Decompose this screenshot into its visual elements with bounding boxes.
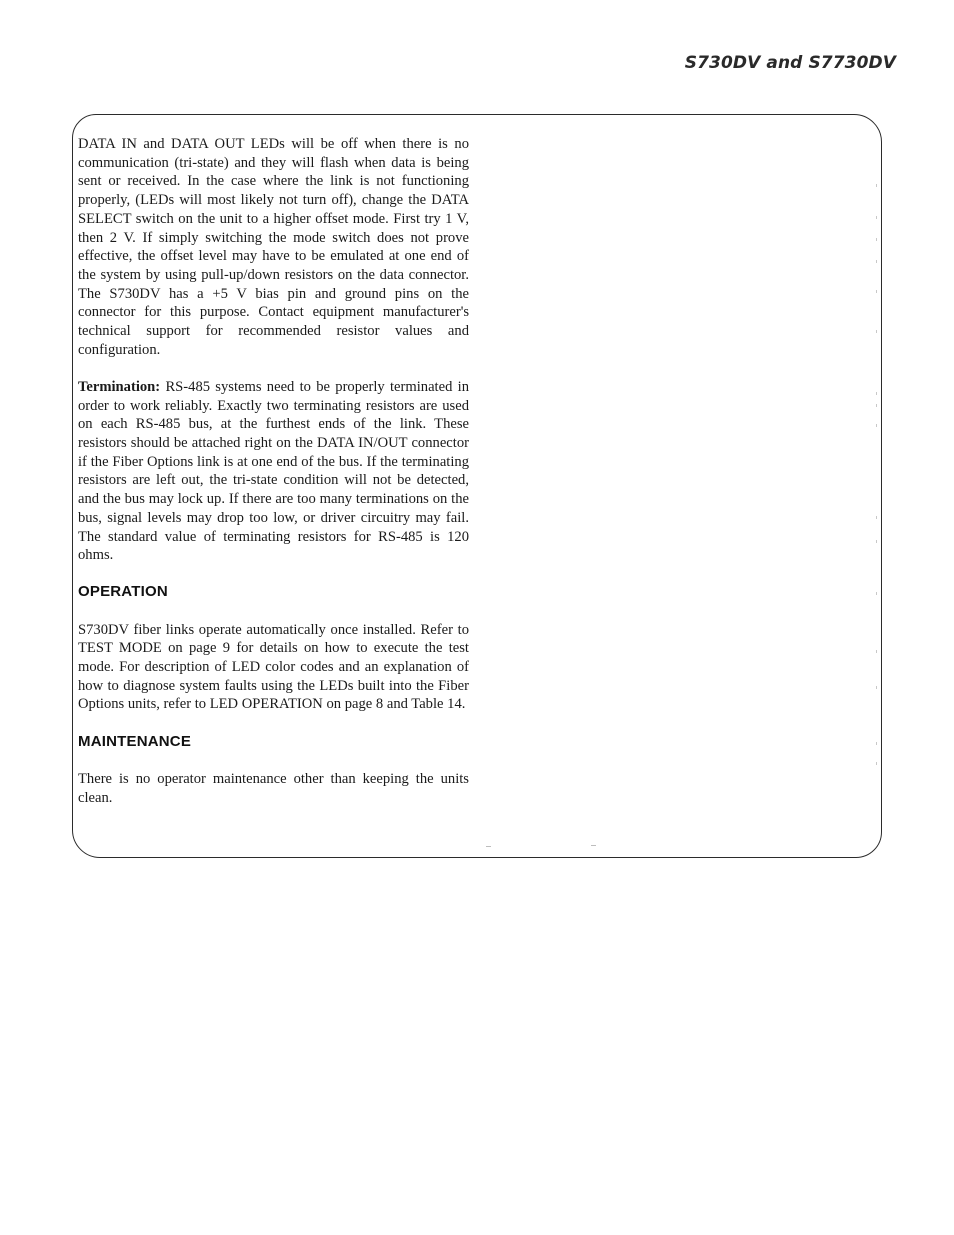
scan-speck [876, 742, 877, 745]
scan-speck [876, 686, 877, 689]
page-header-title: S730DV and S7730DV [684, 53, 896, 73]
operation-heading: OPERATION [78, 583, 168, 601]
maintenance-heading: MAINTENANCE [78, 732, 192, 750]
scan-speck [876, 392, 877, 395]
termination-text: RS-485 systems need to be properly terminated in order to work reliably. Exactly two terminating resistors are used on each RS-485 bus, at the furthest ends of the link. These resistors should be attached right on the DATA IN/OUT connector if the Fiber Options link is at one end of the bus. If the terminating resistors are left out, the tri-state condition will not be detected, and the bus may lock up. If there are too many terminations on the bus, signal levels may drop too low, or driver circuitry may fail. The standard value of terminating resistors for RS-485 is 120 ohms. [78, 378, 469, 564]
scan-speck [876, 516, 877, 519]
maintenance-paragraph: There is no operator maintenance other than keeping the units clean. [78, 770, 469, 806]
led-behavior-paragraph: DATA IN and DATA OUT LEDs will be off when there is no communication (tri-state) and they will flash when data is being sent or received. In the case where the link is not functioning properly, (LEDs will most likely not turn off), change the DATA SELECT switch on the unit to a higher offset mode. First try 1 V, then 2 V. If simply switching the mode switch does not prove effective, the offset level may have to be emulated at one end of the system by using pull-up/down resistors on the data connector. The S730DV has a +5 V bias pin and ground pins on the connector for this purpose. Contact equipment manufacturer's technical support for recommended resistor values and configuration. [78, 136, 469, 358]
scan-speck [876, 238, 877, 241]
scan-speck [876, 290, 877, 293]
scan-speck [876, 184, 877, 187]
scan-dash [486, 846, 491, 847]
termination-paragraph [78, 378, 469, 565]
scan-speck [876, 424, 877, 427]
scan-speck [876, 762, 877, 765]
scan-speck [876, 260, 877, 263]
scan-dash [591, 845, 596, 846]
scan-speck [876, 592, 877, 595]
scan-speck [876, 330, 877, 333]
text-column [78, 135, 469, 807]
scan-speck [876, 650, 877, 653]
termination-label: Termination: [78, 378, 161, 395]
scan-speck [876, 216, 877, 219]
operation-paragraph: S730DV fiber links operate automatically once installed. Refer to TEST MODE on page 9 for details on how to execute the test mode. For description of LED color codes and an explanation of how to diagnose system faults using the LEDs built into the Fiber Options units, refer to LED OPERATION on page 8 and Table 14. [78, 621, 469, 713]
scan-speck [876, 540, 877, 543]
scan-speck [876, 404, 877, 407]
